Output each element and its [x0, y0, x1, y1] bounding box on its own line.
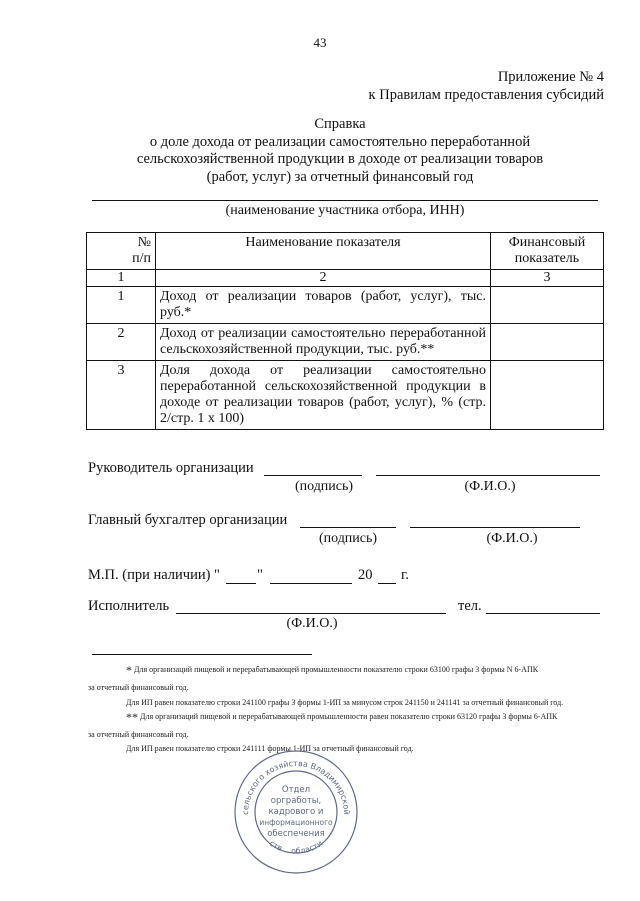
title-line-2: сельскохозяйственной продукции в доходе от реализации товаров	[136, 151, 544, 167]
stamp-center-line-3: кадрового и	[268, 807, 324, 817]
indicators-table	[86, 232, 604, 430]
footnote-1-continuation: за отчетный финансовый год.	[88, 683, 189, 692]
stamp-center-line-2: оргработы,	[270, 796, 322, 806]
department-stamp	[232, 748, 360, 876]
footnote-2-mark: **	[126, 710, 138, 724]
title-line-3: (работ, услуг) за отчетный финансовый год	[206, 168, 474, 185]
phone-field[interactable]	[486, 612, 600, 614]
title-line-1: о доле дохода от реализации самостоятельно переработанной	[149, 133, 531, 150]
executor-fio-field[interactable]	[176, 612, 446, 614]
index-cell-1: 1	[87, 270, 156, 287]
executor-fio-caption: (Ф.И.О.)	[286, 616, 338, 631]
stamp-center-line-5: обеспечения	[267, 829, 325, 839]
head-fio-caption: (Ф.И.О.)	[464, 479, 516, 494]
stamp-center-line-4: информационного	[259, 818, 333, 827]
row-value-cell[interactable]	[491, 287, 604, 324]
row-indicator-name: Доход от реализации самостоятельно переработанной сельскохозяйственной продукции, тыс. руб.**	[156, 324, 491, 361]
row-value-cell[interactable]	[491, 361, 604, 430]
footnote-divider	[92, 654, 312, 655]
head-fio-field[interactable]	[376, 474, 600, 476]
stamp-arc-top-text: сельского хозяйства Владимирской	[240, 758, 352, 815]
header-num-sign: №	[137, 235, 151, 250]
participant-name-field[interactable]	[92, 200, 598, 201]
footnote-1-text: Для организаций пищевой и перерабатывающей промышленности показателю строки 63100 графы 3 формы N 6-АПК	[134, 665, 539, 674]
index-cell-3: 3	[491, 270, 604, 287]
footnote-1-mark: *	[126, 663, 132, 677]
accountant-label: Главный бухгалтер организации	[88, 512, 288, 528]
row-value-cell[interactable]	[491, 324, 604, 361]
phone-label: тел.	[458, 598, 482, 614]
participant-name-caption: (наименование участника отбора, ИНН)	[225, 203, 465, 218]
footnote-2-ip: Для ИП равен показателю строки 241111 формы 1-ИП за отчетный финансовый год.	[126, 744, 414, 753]
index-cell-2: 2	[156, 270, 491, 287]
accountant-signature-caption: (подпись)	[318, 531, 378, 546]
appendix-header	[369, 68, 604, 104]
footnote-1	[126, 664, 606, 676]
footnote-2-continuation: за отчетный финансовый год.	[88, 730, 189, 739]
row-num: 3	[87, 361, 156, 430]
header-num-pp: п/п	[132, 251, 151, 266]
head-signature-caption: (подпись)	[294, 479, 354, 494]
page-number: 43	[313, 35, 327, 50]
executor-label: Исполнитель	[88, 598, 170, 614]
date-month-field[interactable]	[270, 582, 352, 584]
date-year-field[interactable]	[378, 582, 396, 584]
title-word: Справка	[314, 116, 366, 132]
table-row	[87, 361, 604, 430]
header-indicator-name: Наименование показателя	[156, 233, 491, 270]
row-num: 2	[87, 324, 156, 361]
table-header-row	[87, 233, 604, 270]
accountant-signature-field[interactable]	[300, 526, 396, 528]
head-signature-field[interactable]	[264, 474, 362, 476]
stamp-place-label: М.П. (при наличии) "	[88, 567, 220, 583]
footnote-2-text: Для организаций пищевой и перерабатывающей промышленности равен показателю строки 63120 графы 3 формы 6-АПК	[140, 712, 558, 721]
header-num	[87, 233, 156, 270]
date-quote-close: "	[257, 567, 263, 583]
date-day-field[interactable]	[226, 582, 256, 584]
document-title	[60, 116, 620, 186]
date-year-suffix: г.	[401, 567, 409, 583]
table-row	[87, 287, 604, 324]
footnote-1-ip: Для ИП равен показателю строки 241100 графы 3 формы 1-ИП за минусом строк 241150 и 241141 за отчетный финансовый год.	[126, 698, 564, 707]
stamp-arc-bottom-text: ств... области	[267, 838, 325, 856]
row-indicator-name: Доход от реализации товаров (работ, услуг), тыс. руб.*	[156, 287, 491, 324]
accountant-fio-field[interactable]	[410, 526, 580, 528]
table-index-row	[87, 270, 604, 287]
head-label: Руководитель организации	[88, 460, 254, 476]
appendix-number: Приложение № 4	[497, 69, 604, 85]
header-financial-value: Финансовый показатель	[491, 233, 604, 270]
stamp-center-line-1: Отдел	[281, 785, 311, 795]
table-row	[87, 324, 604, 361]
appendix-reference: к Правилам предоставления субсидий	[368, 87, 604, 103]
row-num: 1	[87, 287, 156, 324]
row-indicator-name: Доля дохода от реализации самостоятельно переработанной сельскохозяйственной продукции в доходе от реализации товаров (работ, услуг), % (стр. 2/стр. 1 х 100)	[156, 361, 491, 430]
accountant-fio-caption: (Ф.И.О.)	[486, 531, 538, 546]
footnote-2	[126, 711, 606, 723]
date-year-prefix: 20	[358, 567, 373, 583]
